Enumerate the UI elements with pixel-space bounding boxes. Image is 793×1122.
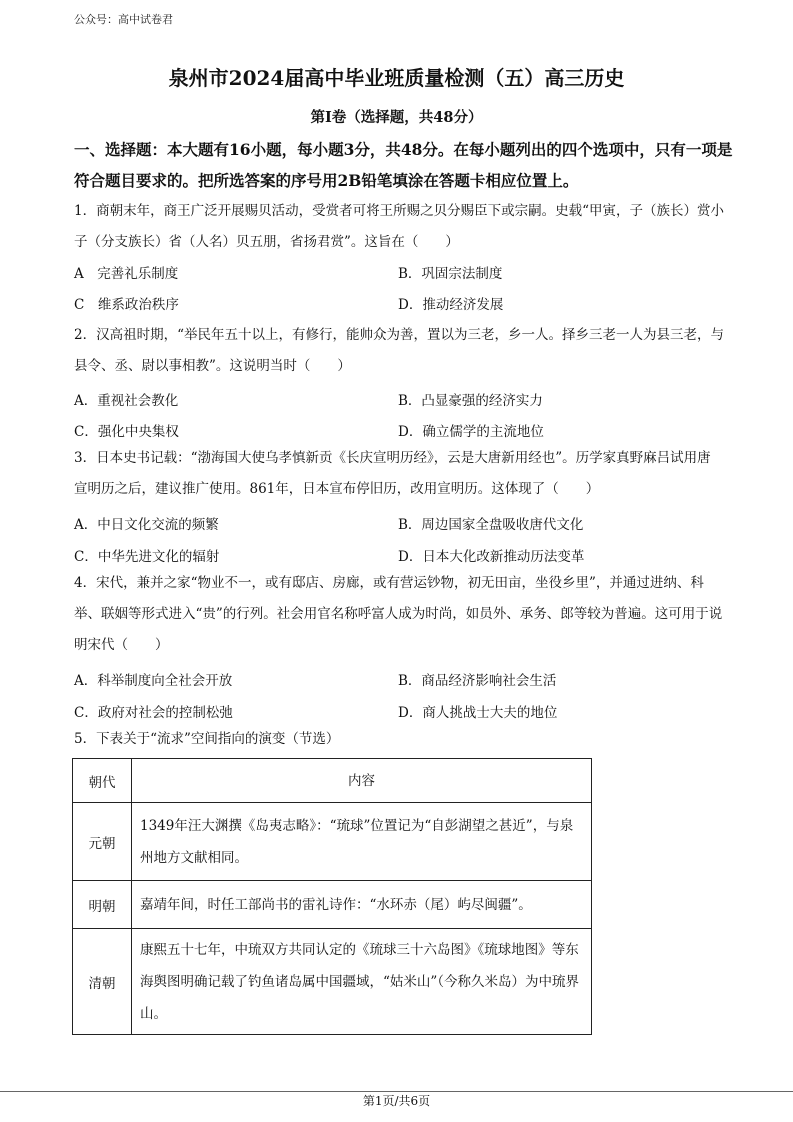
- question-1-option-a: A 完善礼乐制度: [74, 266, 179, 282]
- table-cell-dynasty: 明朝: [73, 881, 132, 929]
- page-title: 泉州市2024届高中毕业班质量检测（五）高三历史: [168, 66, 625, 90]
- question-4-option-b: B．商品经济影响社会生活: [398, 673, 557, 689]
- question-1-option-c: C 维系政治秩序: [74, 297, 179, 313]
- question-1-option-b: B．巩固宗法制度: [398, 266, 503, 282]
- table-header-dynasty: 朝代: [73, 759, 132, 803]
- table-row: [73, 803, 592, 881]
- table-row: [73, 929, 592, 1035]
- table-cell-content: 嘉靖年间，时任工部尚书的雷礼诗作：“水环赤（尾）屿尽闽疆”。: [132, 881, 592, 929]
- section-subtitle: 第I卷（选择题，共48分）: [310, 109, 483, 126]
- table-header-row: [73, 759, 592, 803]
- question-2-option-c: C．强化中央集权: [74, 424, 179, 440]
- table-cell-content: 1349年汪大渊撰《岛夷志略》：“琉球”位置记为“自彭湖望之甚近”，与泉州地方文献相同。: [132, 803, 592, 881]
- table-header-content: 内容: [132, 759, 592, 803]
- table-cell-content: 康熙五十七年，中琉双方共同认定的《琉球三十六岛图》《琉球地图》等东海舆图明确记载了钓鱼诸岛属中国疆域，“姑米山”（今称久米岛）为中琉界山。: [132, 929, 592, 1035]
- question-2-stem: 2．汉高祖时期，“举民年五十以上，有修行，能帅众为善，置以为三老，乡一人。择乡三老一人为县三老，与县令、丞、尉以事相教”。这说明当时（ ）: [74, 327, 724, 374]
- question-3-option-a: A．中日文化交流的频繁: [74, 517, 219, 533]
- question-4-option-c: C．政府对社会的控制松弛: [74, 705, 233, 721]
- question-3-option-d: D．日本大化改新推动历法变革: [398, 549, 585, 565]
- question-4-option-d: D．商人挑战士大夫的地位: [398, 705, 558, 721]
- question-1-stem: 1．商朝末年，商王广泛开展赐贝活动，受赏者可将王所赐之贝分赐臣下或宗嗣。史载“甲寅，子（族长）赏小子（分支族长）省（人名）贝五朋，省扬君赏”。这旨在（ ）: [74, 203, 724, 250]
- table-cell-dynasty: 元朝: [73, 803, 132, 881]
- question-2-option-d: D．确立儒学的主流地位: [398, 424, 544, 440]
- question-1-option-d: D．推动经济发展: [398, 297, 504, 313]
- question-2-option-b: B．凸显豪强的经济实力: [398, 393, 543, 409]
- question-4-stem: 4．宋代，兼并之家“物业不一，或有邸店、房廊，或有营运钞物，初无田亩，坐役乡里”，并通过进纳、科举、联姻等形式进入“贵”的行列。社会用官名称呼富人成为时尚，如员外、承务、郎等较为普遍。这可用于说明宋代（ ）: [74, 575, 723, 653]
- table-cell-dynasty: 清朝: [73, 929, 132, 1035]
- question-3-stem: 3．日本史书记载：“渤海国大使乌孝慎新贡《长庆宣明历经》，云是大唐新用经也”。历学家真野麻吕试用唐宣明历之后，建议推广使用。861年，日本宣布停旧历，改用宣明历。这体现了（ ）: [74, 450, 711, 497]
- question-2-option-a: A．重视社会教化: [74, 393, 179, 409]
- question-4-option-a: A．科举制度向全社会开放: [74, 673, 233, 689]
- question-5-table: [72, 758, 592, 1035]
- table-row: [73, 881, 592, 929]
- question-3-option-c: C．中华先进文化的辐射: [74, 549, 220, 565]
- page-number: 第1页/共6页: [362, 1094, 431, 1108]
- question-5-stem: 5．下表关于“流求”空间指向的演变（节选）: [74, 731, 340, 747]
- watermark-text: 公众号：高中试卷君: [74, 13, 173, 26]
- section-instructions: 一、选择题：本大题有16小题，每小题3分，共48分。在每小题列出的四个选项中，只有一项是符合题目要求的。把所选答案的序号用2B铅笔填涂在答题卡相应位置上。: [74, 140, 733, 190]
- question-3-option-b: B．周边国家全盘吸收唐代文化: [398, 517, 584, 533]
